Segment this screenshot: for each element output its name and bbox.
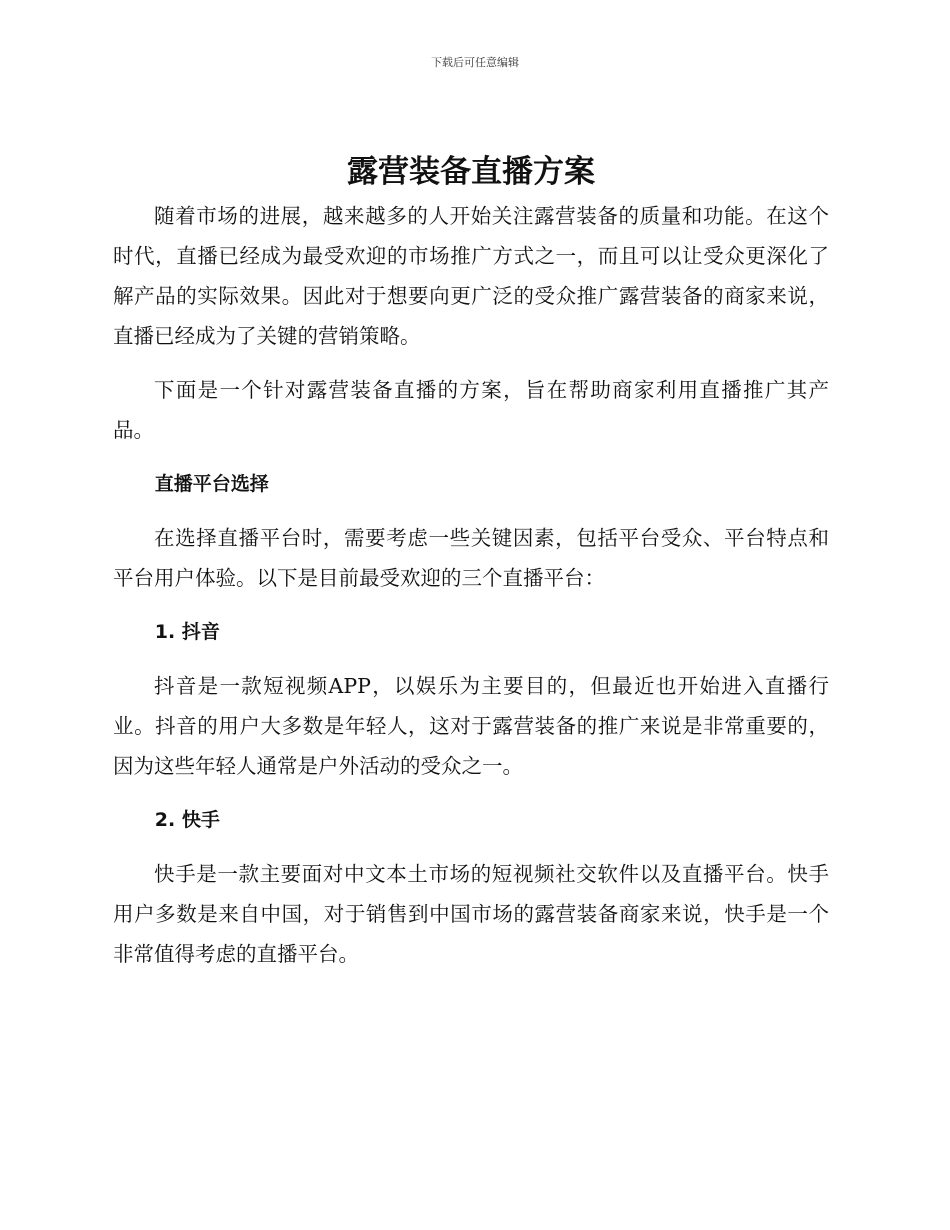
- platform-heading-douyin: 1. 抖音: [154, 621, 220, 643]
- document-body: [113, 148, 829, 974]
- platform-paragraph-douyin: 抖音是一款短视频APP，以娱乐为主要目的，但最近也开始进入直播行业。抖音的用户大多数是年轻人，这对于露营装备的推广来说是非常重要的，因为这些年轻人通常是户外活动的受众之一。: [113, 674, 829, 778]
- section-heading-platform: 直播平台选择: [154, 473, 269, 495]
- document-title: 露营装备直播方案: [347, 154, 595, 190]
- platform-heading-kuaishou: 2. 快手: [154, 809, 220, 831]
- plan-paragraph: 下面是一个针对露营装备直播的方案，旨在帮助商家利用直播推广其产品。: [113, 378, 829, 442]
- platform-intro-paragraph: 在选择直播平台时，需要考虑一些关键因素，包括平台受众、平台特点和平台用户体验。以下是目前最受欢迎的三个直播平台：: [113, 526, 829, 590]
- platform-paragraph-kuaishou: 快手是一款主要面对中文本土市场的短视频社交软件以及直播平台。快手用户多数是来自中国，对于销售到中国市场的露营装备商家来说，快手是一个非常值得考虑的直播平台。: [113, 862, 829, 966]
- intro-paragraph: 随着市场的进展，越来越多的人开始关注露营装备的质量和功能。在这个时代，直播已经成为最受欢迎的市场推广方式之一，而且可以让受众更深化了解产品的实际效果。因此对于想要向更广泛的受众推广露营装备的商家来说，直播已经成为了关键的营销策略。: [113, 204, 829, 348]
- page-header: 下载后可任意编辑: [431, 56, 519, 69]
